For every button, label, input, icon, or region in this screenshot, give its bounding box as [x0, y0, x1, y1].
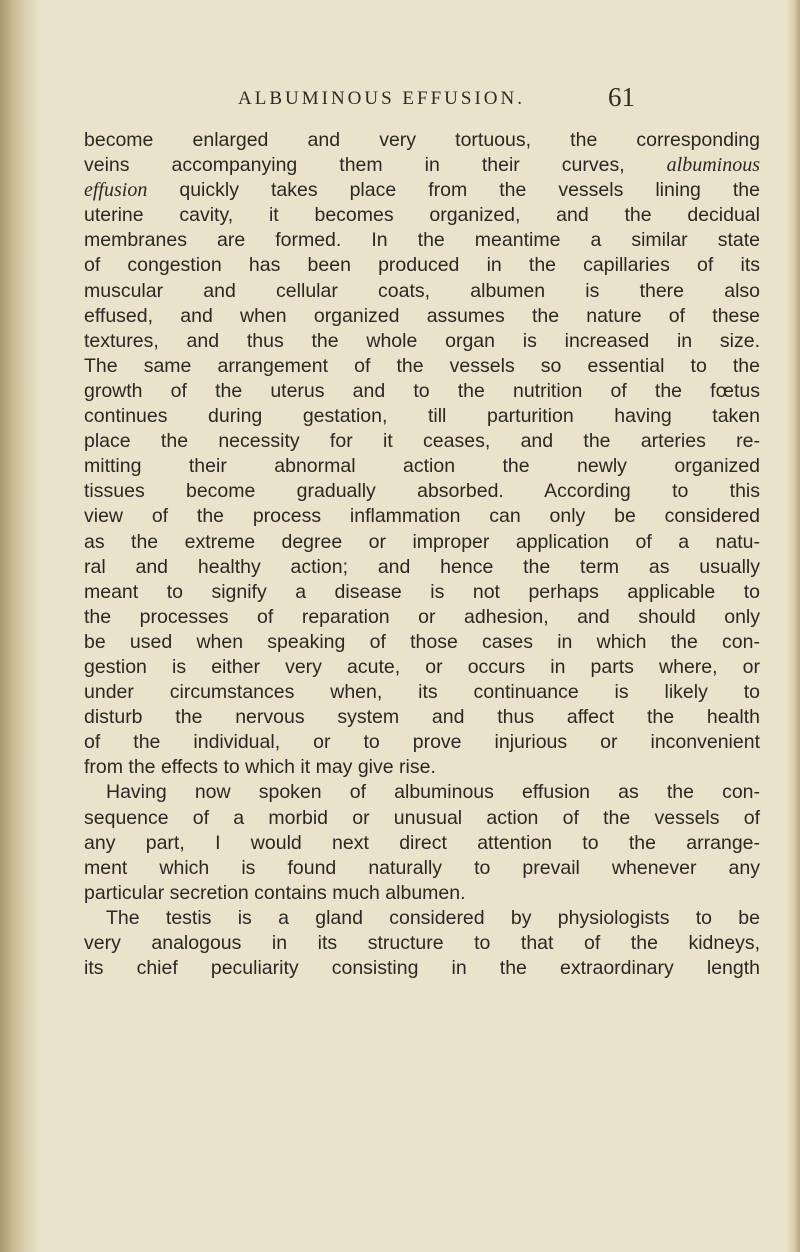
text-line: very analogous in its structure to that of the kidneys, — [84, 932, 760, 954]
body-text — [84, 128, 760, 981]
binding-gutter — [0, 0, 40, 1252]
text-line: become enlarged and very tortuous, the corresponding — [84, 129, 760, 151]
text-line: meant to signify a disease is not perhaps applicable to — [84, 580, 760, 603]
text-line: veins accompanying them in their curves, albuminous — [84, 154, 760, 177]
text-line: gestion is either very acute, or occurs in parts where, or — [84, 655, 760, 678]
text-line: textures, and thus the whole organ is increased in size. — [84, 329, 760, 352]
text-line: The testis is a gland considered by physiologists to be — [106, 906, 760, 929]
text-line: uterine cavity, it becomes organized, and the decidual — [84, 204, 760, 227]
text-line: Having now spoken of albuminous effusion as the con- — [106, 781, 760, 804]
text-line: mitting their abnormal action the newly organized — [84, 455, 760, 478]
text-line: The same arrangement of the vessels so essential to the — [84, 354, 760, 377]
text-line: tissues become gradually absorbed. According to this — [84, 480, 760, 503]
text-line: effusion quickly takes place from the vessels lining the — [84, 179, 760, 202]
page-edge — [786, 0, 800, 1252]
text-line: the processes of reparation or adhesion, and should only — [84, 605, 760, 628]
italic-phrase: albuminous — [666, 154, 760, 177]
text-line: under circumstances when, its continuance is likely to — [84, 681, 760, 704]
text-line: membranes are formed. In the meantime a similar state — [84, 229, 760, 252]
text-line: any part, I would next direct attention to the arrange- — [84, 831, 760, 854]
text-line: sequence of a morbid or unusual action of the vessels of — [84, 806, 760, 829]
text-line: be used when speaking of those cases in which the con- — [84, 630, 760, 653]
text-line: ment which is found naturally to prevail whenever any — [84, 856, 760, 879]
text-line: ral and healthy action; and hence the term as usually — [84, 555, 760, 578]
text-line: muscular and cellular coats, albumen is there also — [84, 279, 760, 302]
page-number: 61 — [608, 82, 635, 112]
text-line: place the necessity for it ceases, and the arteries re- — [84, 430, 760, 453]
text-line: as the extreme degree or improper application of a natu- — [84, 530, 760, 553]
italic-phrase: effusion — [84, 179, 148, 202]
text-line: continues during gestation, till parturition having taken — [84, 405, 760, 428]
text-line: its chief peculiarity consisting in the extraordinary length — [84, 957, 760, 980]
text-line: of congestion has been produced in the capillaries of its — [84, 254, 760, 277]
text-line: particular secretion contains much albumen. — [84, 881, 466, 904]
text-line: from the effects to which it may give rise. — [84, 756, 436, 779]
text-line: disturb the nervous system and thus affect the health — [84, 706, 760, 729]
text-line: effused, and when organized assumes the nature of these — [84, 304, 760, 327]
running-head — [238, 82, 658, 118]
text-line: growth of the uterus and to the nutrition of the fœtus — [84, 379, 760, 402]
text-line: view of the process inflammation can only be considered — [84, 505, 760, 528]
text-line: of the individual, or to prove injurious or inconvenient — [84, 731, 760, 754]
running-title: ALBUMINOUS EFFUSION. — [238, 88, 525, 109]
